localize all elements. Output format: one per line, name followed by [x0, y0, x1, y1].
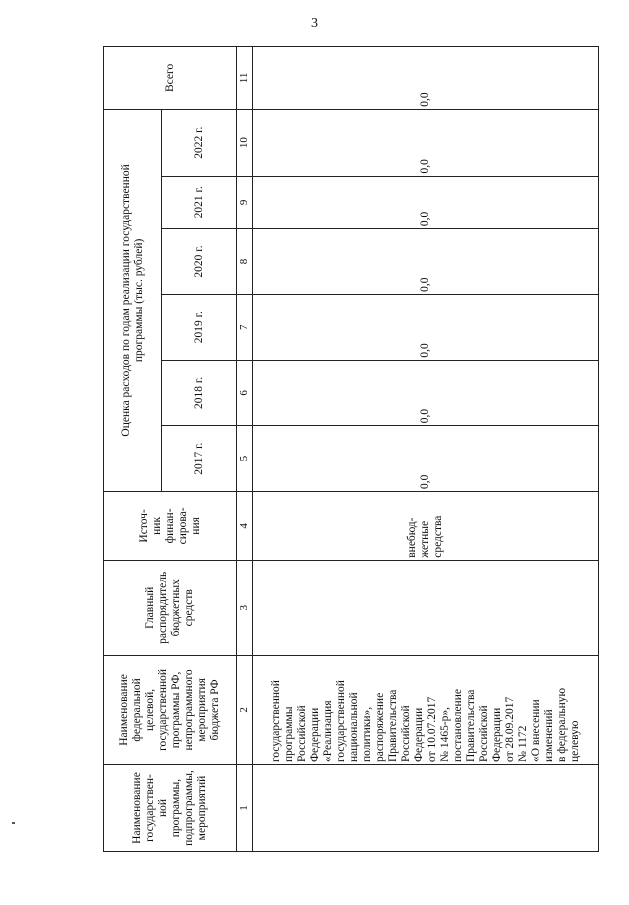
- budget-table: [103, 46, 599, 852]
- header-total: Всего: [104, 47, 237, 110]
- header-line: подпрограммы,: [183, 770, 195, 846]
- column-number: 2: [237, 655, 253, 764]
- federal-program-cell: [253, 655, 599, 764]
- header-line: бюджета РФ: [209, 679, 221, 741]
- value-cell: 0,0: [253, 176, 599, 229]
- column-number: 5: [237, 426, 253, 492]
- scan-artifact: [12, 822, 15, 824]
- federal-program-line: Российской: [477, 705, 490, 763]
- value-cell: 0,0: [253, 426, 599, 492]
- column-number: 3: [237, 560, 253, 655]
- header-line: Наименование: [118, 674, 130, 746]
- header-budget-manager: [104, 560, 237, 655]
- program-name-cell: [253, 765, 599, 852]
- header-line: программы РФ,: [170, 671, 182, 749]
- federal-program-line: постановление: [451, 689, 464, 763]
- value-cell: 0,0: [253, 294, 599, 360]
- column-number: 11: [237, 47, 253, 110]
- header-expense-estimate: [104, 109, 162, 491]
- header-line: ной: [157, 798, 169, 818]
- federal-program-line: изменений: [542, 709, 555, 763]
- header-line: Источ-: [137, 509, 150, 543]
- value-cell: 0,0: [253, 109, 599, 176]
- header-line: мероприятий: [196, 775, 208, 841]
- federal-program-line: от 28.09.2017: [503, 696, 516, 763]
- header-line: сирова-: [176, 507, 189, 545]
- funding-source-line: внебюд-: [406, 517, 418, 558]
- federal-program-line: Российской: [399, 705, 412, 763]
- budget-manager-cell: [253, 560, 599, 655]
- column-number: 1: [237, 765, 253, 852]
- page-number: 3: [311, 16, 318, 31]
- header-year: 2017 г.: [162, 426, 237, 492]
- funding-source-line: средства: [432, 515, 444, 558]
- header-line: непрограммного: [183, 669, 195, 751]
- federal-program-line: № 1172: [516, 725, 529, 763]
- header-program-name: [104, 765, 237, 852]
- header-funding-source: [104, 492, 237, 561]
- header-line: средств: [183, 589, 195, 627]
- federal-program-line: Федерации: [308, 707, 321, 763]
- header-line: Главный: [144, 586, 156, 629]
- federal-program-line: от 10.07.2017: [425, 696, 438, 763]
- column-number: 7: [237, 294, 253, 360]
- column-number: 6: [237, 360, 253, 426]
- federal-program-line: государственной: [334, 680, 347, 763]
- federal-program-line: Правительства: [386, 689, 399, 763]
- federal-program-line: политики»,: [360, 706, 373, 763]
- header-line: бюджетных: [170, 579, 182, 637]
- header-line: федеральной: [131, 678, 143, 742]
- header-line: мероприятия: [196, 678, 208, 742]
- column-number: 10: [237, 109, 253, 176]
- header-line: программы,: [170, 778, 182, 838]
- value-cell: 0,0: [253, 229, 599, 295]
- column-number: 9: [237, 176, 253, 229]
- header-line: распорядитель: [157, 571, 169, 644]
- federal-program-line: целевую: [568, 720, 581, 763]
- federal-program-line: программы: [282, 706, 295, 763]
- rotated-table-container: [103, 46, 599, 852]
- header-year: 2018 г.: [162, 360, 237, 426]
- header-line: целевой,: [144, 688, 156, 732]
- header-line: программы (тыс. рублей): [132, 238, 145, 363]
- funding-source-cell: [253, 492, 599, 561]
- value-cell: 0,0: [253, 47, 599, 110]
- federal-program-line: «О внесении: [529, 699, 542, 763]
- federal-program-line: «Реализация: [321, 700, 334, 763]
- header-year: 2022 г.: [162, 109, 237, 176]
- header-federal-program: [104, 655, 237, 764]
- federal-program-line: Федерации: [412, 707, 425, 763]
- federal-program-line: Федерации: [490, 707, 503, 763]
- column-number: 8: [237, 229, 253, 295]
- header-line: ник: [150, 516, 163, 535]
- federal-program-line: № 1465-р»,: [438, 706, 451, 763]
- federal-program-line: национальной: [347, 692, 360, 763]
- header-line: государственной: [157, 668, 169, 751]
- column-number: 4: [237, 492, 253, 561]
- federal-program-line: Российской: [295, 705, 308, 763]
- header-line: ния: [189, 517, 202, 535]
- value-cell: 0,0: [253, 360, 599, 426]
- funding-source-line: жетные: [419, 520, 431, 558]
- federal-program-line: распоряжение: [373, 692, 386, 763]
- federal-program-line: Правительства: [464, 689, 477, 763]
- header-line: Оценка расходов по годам реализации государственной: [119, 164, 132, 437]
- header-line: финан-: [163, 508, 176, 544]
- federal-program-line: государственной: [269, 680, 282, 763]
- header-year: 2021 г.: [162, 176, 237, 229]
- header-year: 2019 г.: [162, 294, 237, 360]
- federal-program-line: в федеральную: [555, 687, 568, 763]
- header-year: 2020 г.: [162, 229, 237, 295]
- header-line: государствен-: [144, 774, 156, 842]
- header-line: Наименование: [131, 772, 143, 844]
